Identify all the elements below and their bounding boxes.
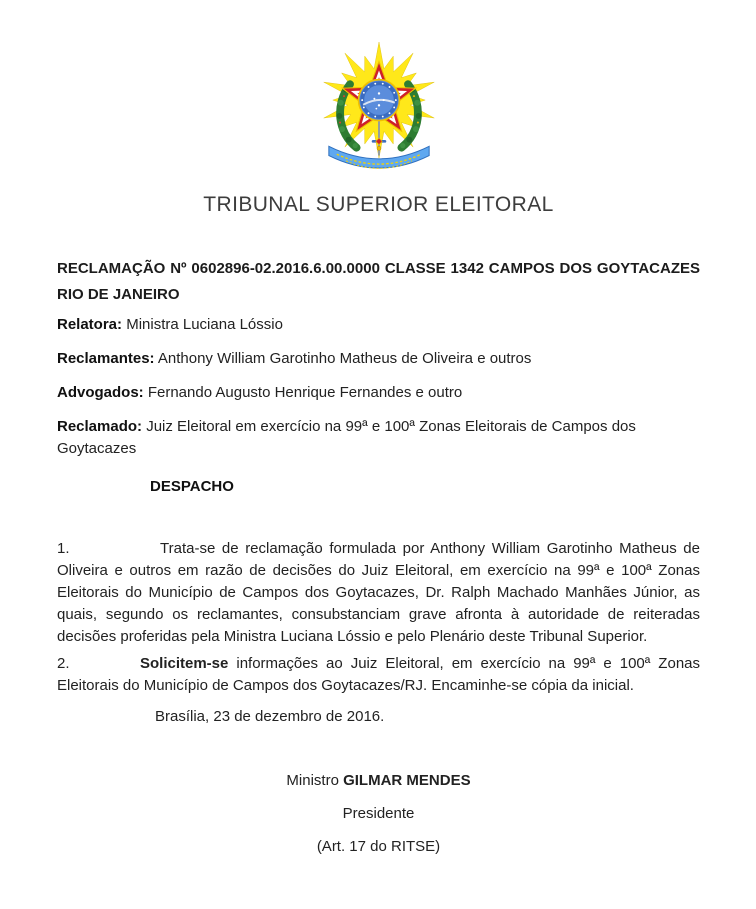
signature-role: Presidente <box>342 805 415 822</box>
party-line-advogados <box>57 382 700 404</box>
party-label: Reclamantes: <box>57 350 155 367</box>
party-value: Juiz Eleitoral em exercício na 99ª e 100ª Zonas Eleitorais de Campos dos Goytacazes <box>57 418 636 457</box>
section-heading: DESPACHO <box>150 478 234 495</box>
paragraph-text: Trata-se de reclamação formulada por Anthony William Garotinho Matheus de Oliveira e outros em razão de decisões do Juiz Eleitoral, em exercício na 99ª e 100ª Zonas Eleitorais do Município de Campos dos Goytacazes, Dr. Ralph Machado Manhães Júnior, as quais, segundo os reclamantes, consubstanciam grave afronta à autoridade de reiteradas decisões proferidas pela Ministra Luciana Lóssio e pelo Plenário deste Tribunal Superior. <box>57 540 700 645</box>
court-title: TRIBUNAL SUPERIOR ELEITORAL <box>203 193 554 216</box>
party-value: Anthony William Garotinho Matheus de Oliveira e outros <box>154 350 532 367</box>
party-value: Ministra Luciana Lóssio <box>122 316 283 333</box>
party-label: Advogados: <box>57 384 144 401</box>
signature-note: (Art. 17 do RITSE) <box>316 838 441 855</box>
paragraph-number: 1. <box>57 540 70 557</box>
paragraph-text: Solicitem-se informações ao Juiz Eleitoral, em exercício na 99ª e 100ª Zonas Eleitorais do Município de Campos dos Goytacazes/RJ. Encaminhe-se cópia da inicial. <box>57 655 700 694</box>
party-line-reclamantes <box>57 348 700 370</box>
party-line-relatora <box>57 314 700 336</box>
party-value: Fernando Augusto Henrique Fernandes e outro <box>143 384 463 401</box>
signature-name-line: Ministro GILMAR MENDES <box>286 772 471 789</box>
paragraph-bold-lead: Solicitem-se <box>140 655 229 672</box>
parties-block <box>57 314 700 460</box>
paragraph-1 <box>57 538 700 648</box>
signatory-name: GILMAR MENDES <box>343 772 471 789</box>
case-header: RECLAMAÇÃO Nº 0602896-02.2016.6.00.0000 CLASSE 1342 CAMPOS DOS GOYTACAZES RIO DE JANEIRO <box>57 260 700 303</box>
party-label: Reclamado: <box>57 418 143 435</box>
paragraph-2 <box>57 653 700 697</box>
dateline: Brasília, 23 de dezembro de 2016. <box>155 708 385 725</box>
paragraph-number: 2. <box>57 655 70 672</box>
brazil-coat-of-arms-icon <box>57 42 700 174</box>
party-label: Relatora: <box>57 316 123 333</box>
party-line-reclamado <box>57 416 700 460</box>
celestial-globe <box>358 80 399 121</box>
